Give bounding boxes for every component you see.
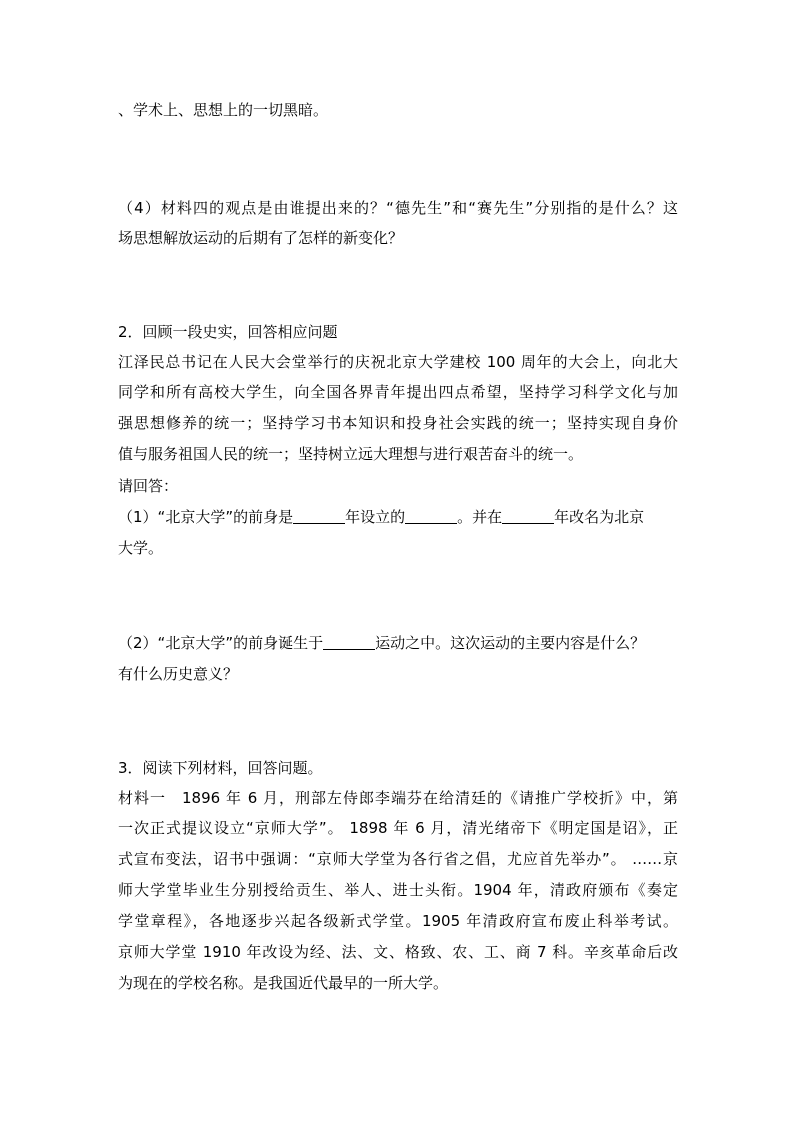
fill-blank-year-renamed[interactable] [502, 509, 554, 524]
q1-continuation-line: 、学术上、思想上的一切黑暗。 [118, 101, 329, 119]
q2-part1-line1 [118, 507, 678, 527]
q2-paragraph-line3: 强思想修养的统一；坚持学习书本知识和投身社会实践的统一；坚持实现自身价 [118, 414, 678, 432]
q3-paragraph-line4: 师大学堂毕业生分别授给贡生、举人、进士头衔。1904 年，清政府颁布《奏定 [118, 881, 678, 899]
q2-paragraph-line4: 值与服务祖国人民的统一；坚持树立远大理想与进行艰苦奋斗的统一。 [118, 445, 584, 463]
q3-heading: 3．阅读下列材料，回答问题。 [118, 759, 323, 777]
q3-paragraph-line6: 京师大学堂 1910 年改设为经、法、文、格致、农、工、商 7 科。辛亥革命后改 [118, 943, 678, 961]
q2-part1-line2: 大学。 [118, 539, 164, 557]
q3-paragraph-line7: 为现在的学校名称。是我国近代最早的一所大学。 [118, 974, 449, 992]
q1-part4-line2: 场思想解放运动的后期有了怎样的新变化？ [118, 229, 404, 247]
q2-paragraph-line2: 同学和所有高校大学生，向全国各界青年提出四点希望，坚持学习科学文化与加 [118, 383, 678, 401]
q3-paragraph-line1: 材料一 1896 年 6 月，刑部左侍郎李端芬在给清廷的《请推广学校折》中，第 [118, 789, 678, 807]
fill-blank-original-name[interactable] [405, 509, 457, 524]
q2-heading: 2．回顾一段史实，回答相应问题 [118, 323, 338, 341]
q2-part2-line2: 有什么历史意义？ [118, 665, 239, 683]
q3-paragraph-line2: 一次正式提议设立“京师大学”。 1898 年 6 月，清光绪帝下《明定国是诏》，正 [118, 819, 678, 837]
q2-part1-text-a: （1）“北京大学”的前身是 [118, 508, 294, 526]
q2-paragraph-line1: 江泽民总书记在人民大会堂举行的庆祝北京大学建校 100 周年的大会上，向北大 [118, 353, 678, 371]
fill-blank-year-founded[interactable] [293, 509, 345, 524]
q2-part1-text-c: 。并在 [457, 508, 503, 526]
q1-part4-line1: （4）材料四的观点是由谁提出来的？“德先生”和“赛先生”分别指的是什么？这 [118, 199, 678, 217]
q2-part1-text-d: 年改名为北京 [554, 508, 645, 526]
q2-part2-text-a: （2）“北京大学”的前身诞生于 [118, 634, 324, 652]
q3-paragraph-line5: 学堂章程》，各地逐步兴起各级新式学堂。1905 年清政府宣布废止科举考试。 [118, 912, 678, 930]
q2-prompt: 请回答： [118, 477, 179, 495]
q2-part1-text-b: 年设立的 [345, 508, 406, 526]
q2-part2-text-b: 运动之中。这次运动的主要内容是什么？ [375, 634, 646, 652]
q3-paragraph-line3: 式宣布变法，诏书中强调：“京师大学堂为各行省之倡，尤应首先举办”。 ……京 [118, 850, 678, 868]
q2-part2-line1 [118, 633, 678, 653]
fill-blank-movement[interactable] [323, 635, 375, 650]
